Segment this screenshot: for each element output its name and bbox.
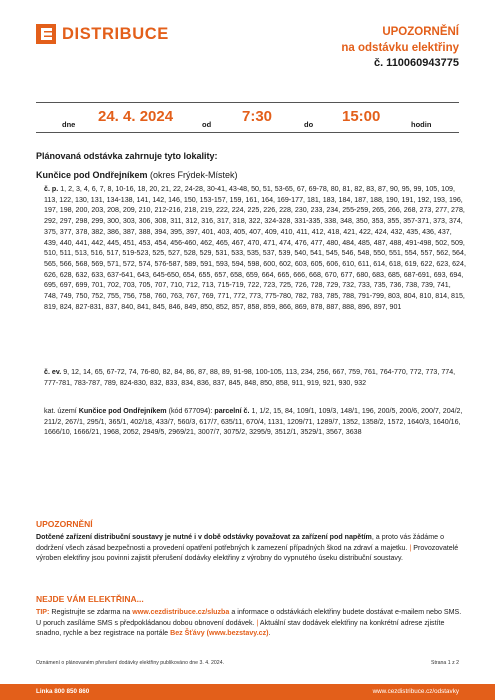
footer-website[interactable]: www.cezdistribuce.cz/odstavky [372, 688, 459, 695]
cez-logo-icon [36, 24, 56, 44]
kat-prefix: kat. území [44, 407, 77, 415]
ev-list [44, 367, 466, 388]
notice-heading [341, 25, 459, 72]
notice-title: UPOZORNĚNÍ [382, 26, 459, 38]
notice-subtitle: na odstávku elektřiny [341, 41, 459, 54]
brand-logo [36, 24, 169, 44]
info-title: NEJDE VÁM ELEKTŘINA... [36, 594, 144, 604]
notice-number: č. 110060943775 [373, 57, 459, 69]
locality-name: Kunčice pod Ondřejníkem [36, 170, 148, 180]
info-end: . [268, 629, 271, 638]
page-number: Strana 1 z 2 [431, 660, 459, 666]
info-separator: | [256, 618, 259, 627]
hotline[interactable]: Linka 800 850 860 [36, 688, 90, 695]
warning-tail: Provozovatelé výroben elektřiny jsou povinni zajistit přerušení dodávky elektřiny z výrobny do vypnutého úseku distribuční soustavy. [36, 543, 459, 563]
portal-name: Bez Šťávy [170, 629, 205, 638]
portal-link[interactable]: (www.bezstavy.cz) [206, 629, 269, 638]
kat-code: (kód 677094) [168, 407, 211, 415]
divider-bottom [36, 132, 459, 133]
label-from: od [202, 120, 212, 129]
locality-district: (okres Frýdek-Místek) [150, 170, 238, 180]
outage-date: 24. 4. 2024 [98, 108, 174, 125]
warning-bold: Dotčené zařízení distribuční soustavy je nutné i v době odstávky považovat za zařízení pod napětím [36, 533, 372, 541]
kat-name: Kunčice pod Ondřejníkem [78, 407, 167, 415]
cadastral-list: kat. území Kunčice pod Ondřejníkem (kód 677094): parcelní č. 1, 1/2, 15, 84, 109/1, 109/3, 148/1, 196, 200/5, 200/6, 200/7, 204/2, 211/2, 267/1, 295/1, 365/1, 402/18, 433/7, 560/3, 617/7, 635/11, 670/4, 1131, 1209/71, 1289/7, 1352, 1358/2, 1572, 1640/3, 1640/16, 1666/10, 1666/21, 1968, 2052, 2949/5, 2969/21, 3007/7, 3075/2, 3295/9, 3512/1, 3529/1, 3567, 3638 [44, 407, 463, 437]
cp-label: č. p. [44, 185, 59, 193]
ev-numbers: 9, 12, 14, 65, 67-72, 74, 76-80, 82, 84, 86, 87, 88, 89, 91-98, 100-105, 113, 234, 256, 667, 759, 761, 764-770, 772, 773, 774, 777-781, 783-787, 789, 824-830, 832, 833, 834, 836, 837, 845, 848, 850, 858, 911, 919, 921, 930, 932 [44, 368, 456, 387]
info-text [36, 607, 462, 639]
label-to: do [304, 120, 314, 129]
info-t3: Aktuální stav dodávek elektřiny na konkrétní adrese zjistíte snadno, rychle a bez registrace na portále [36, 618, 445, 638]
warning-text [36, 532, 462, 564]
warning-rest: , a proto vás žádáme o dodržení všech zásad bezpečnosti a provedení opatření potřebných k zamezení případných škod na zdraví a majetku. [36, 533, 445, 552]
section-title: Plánovaná odstávka zahrnuje tyto lokality: [36, 151, 218, 161]
info-t1: Registrujte se zdarma na [51, 608, 131, 616]
schedule-row [36, 108, 459, 132]
registration-link[interactable]: www.cezdistribuce.cz/sluzba [132, 608, 230, 616]
warning-title: UPOZORNĚNÍ [36, 519, 93, 529]
cp-numbers: 1, 2, 3, 4, 6, 7, 8, 10-16, 18, 20, 21, 22, 24-28, 30-41, 43-48, 50, 51, 53-65, 67, 69-78, 80, 81, 82, 83, 87, 90, 95, 99, 105, 109, 113, 122, 130, 131, 134-138, 141, 142, 146, 150, 153-157, 159, 161, 164, 169-177, 181, 183, 184, 187, 188, 190, 191, 192, 193, 196, 197, 198, 200, 203, 208, 209, 210, 212-216, 218, 219, 222, 224, 225, 226, 228, 230, 233, 234, 255-259, 265, 266, 268, 273, 277, 278, 292, 297, 298, 299, 300, 303, 306, 308, 311, 312, 316, 317, 318, 322, 324-328, 331-335, 338, 348, 350, 353, 355, 357-371, 373, 374, 375, 377, 378, 382, 386, 387, 388, 394, 395, 397, 401, 403, 405, 407, 409, 410, 411, 412, 418, 421, 422, 424, 432, 435, 436, 437, 439, 440, 441, 442, 445, 451, 453, 454, 456-460, 462, 465, 467, 470, 471, 474, 476, 477, 480, 484, 485, 487, 488, 491-498, 502, 509, 510, 511, 513, 516, 517, 519-523, 525, 527, 528, 529, 531, 533, 535, 537, 539, 540, 541, 545, 546, 548, 550, 551, 554, 557, 562, 564, 565, 566, 568, 569, 571, 572, 574, 576-587, 589, 591, 593, 594, 598, 600, 602, 603, 605, 606, 610, 611, 614, 618, 619, 622, 623, 624, 626, 628, 632, 633, 637-641, 643, 645-650, 654, 655, 657, 658, 659, 664, 665, 666, 668, 670, 677, 680, 683, 685, 687-691, 693, 694, 695, 697, 699, 701, 702, 703, 705, 707, 710, 712, 713, 715-719, 722, 723, 725, 726, 728, 729, 732, 733, 735, 736, 738, 739, 741, 748, 749, 750, 752, 755, 756, 758, 760, 763, 767, 769, 771, 772, 773, 775-780, 782, 783, 785, 788, 791-799, 803, 804, 810, 814, 815, 819, 824, 827-831, 837, 840, 841, 845, 846, 849, 850, 852, 857, 858, 859, 866, 869, 878, 887, 888, 896, 897, 901 [44, 185, 466, 311]
publication-note: Oznámení o plánovaném přerušení dodávky elektřiny publikováno dne 3. 4. 2024. [36, 660, 225, 666]
divider-top [36, 102, 459, 103]
info-t2: a informace o odstávkách elektřiny budete dostávat e-mailem nebo SMS. U poruch zasíláme SMS s předpokládanou dobou obnovení dodávek. [36, 608, 462, 627]
label-hours: hodin [411, 120, 432, 129]
ev-label: č. ev. [44, 368, 62, 376]
cp-list [44, 184, 466, 312]
warning-separator: | [409, 543, 412, 552]
tip-label: TIP: [36, 608, 50, 616]
kat-parcels: 1, 1/2, 15, 84, 109/1, 109/3, 148/1, 196, 200/5, 200/6, 200/7, 204/2, 211/2, 267/1, 295/1, 365/1, 402/18, 433/7, 560/3, 617/7, 635/11, 670/4, 1131, 1209/71, 1289/7, 1352, 1358/2, 1572, 1640/3, 1640/16, 1666/10, 1666/21, 1968, 2052, 2949/5, 2969/21, 3007/7, 3075/2, 3295/9, 3512/1, 3529/1, 3567, 3638 [44, 407, 463, 437]
time-to: 15:00 [342, 108, 381, 125]
kat-parcel-label: parcelní č. [214, 407, 250, 415]
label-day: dne [62, 120, 76, 129]
footer-bar [0, 684, 495, 700]
brand-name: DISTRIBUCE [62, 24, 169, 43]
time-from: 7:30 [242, 108, 273, 125]
locality-title [36, 170, 238, 180]
